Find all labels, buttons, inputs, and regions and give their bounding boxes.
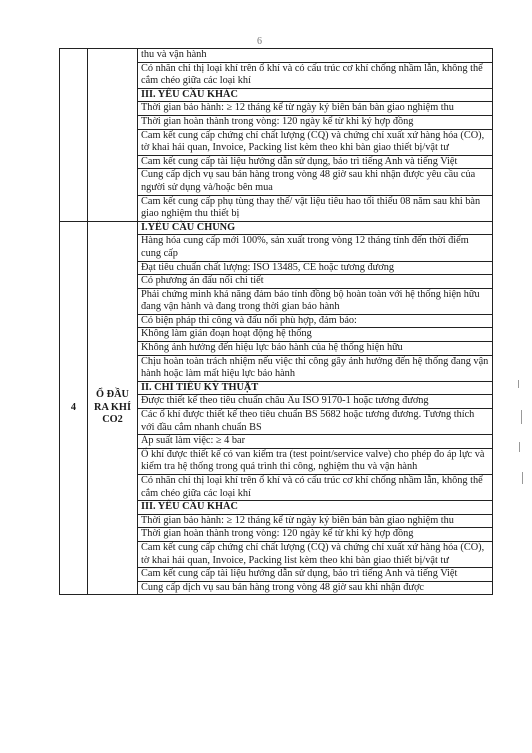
requirement-cell: Thời gian hoàn thành trong vòng: 120 ngày kể từ khi ký hợp đồng: [138, 115, 493, 129]
requirement-cell: Có biện pháp thi công và đấu nối phù hợp, đảm bảo:: [138, 314, 493, 328]
requirement-cell: Thời gian bảo hành: ≥ 12 tháng kể từ ngày ký biên bản bàn giao nghiệm thu: [138, 102, 493, 116]
requirement-cell: Có phương án đấu nối chi tiết: [138, 275, 493, 289]
section-heading: II. CHỈ TIÊU KỸ THUẬT: [138, 381, 493, 395]
requirement-cell: Cam kết cung cấp chứng chỉ chất lượng (CQ) và chứng chỉ xuất xứ hàng hóa (CO), tờ khai hải quan, Invoice, Packing list kèm theo khi bàn giao thiết bị/vật tư: [138, 129, 493, 155]
requirement-cell: Ổ khí được thiết kế có van kiểm tra (test point/service valve) cho phép đo áp lực và kiểm tra hệ thống trong quá trình thi công, nghiệm thu và vận hành: [138, 448, 493, 474]
requirement-cell: Phải chứng minh khả năng đảm bảo tính đồng bộ hoàn toàn với hệ thống hiện hữu đang vận hành và đang trong thời gian bảo hành: [138, 288, 493, 314]
requirement-cell: Có nhãn chỉ thị loại khí trên ổ khí và có cấu trúc cơ khí chống nhầm lẫn, không thể cắm chéo giữa các loại khí: [138, 62, 493, 88]
section-heading: III. YÊU CẦU KHÁC: [138, 88, 493, 102]
requirement-cell: Hàng hóa cung cấp mới 100%, sản xuất trong vòng 12 tháng tính đến thời điểm cung cấp: [138, 235, 493, 261]
requirement-cell: Đạt tiêu chuẩn chất lượng: ISO 13485, CE hoặc tương đương: [138, 261, 493, 275]
requirement-cell: Được thiết kế theo tiêu chuẩn châu Âu ISO 9170-1 hoặc tương đương: [138, 395, 493, 409]
requirement-cell: Thời gian bảo hành: ≥ 12 tháng kể từ ngày ký biên bản bàn giao nghiệm thu: [138, 514, 493, 528]
requirement-cell: thu và vận hành: [138, 49, 493, 63]
requirement-cell: Cung cấp dịch vụ sau bán hàng trong vòng 48 giờ sau khi nhận được yêu cầu của người sử dụng và/hoặc bên mua: [138, 169, 493, 195]
requirement-cell: Cung cấp dịch vụ sau bán hàng trong vòng 48 giờ sau khi nhận được: [138, 581, 493, 595]
item-name-cell: [88, 49, 138, 222]
requirement-cell: Các ổ khí được thiết kế theo tiêu chuẩn BS 5682 hoặc tương đương. Tương thích với đầu cắm nhanh chuẩn BS: [138, 409, 493, 435]
requirement-cell: Áp suất làm việc: ≥ 4 bar: [138, 435, 493, 449]
stt-cell: 4: [60, 221, 88, 595]
requirement-cell: Cam kết cung cấp tài liệu hướng dẫn sử dụng, bảo trì tiếng Anh và tiếng Việt: [138, 155, 493, 169]
section-heading: III. YÊU CẦU KHÁC: [138, 501, 493, 515]
scan-margin-marks: [516, 380, 526, 490]
stt-cell: [60, 49, 88, 222]
requirements-table: [59, 48, 493, 595]
section-heading: I.YÊU CẦU CHUNG: [138, 221, 493, 235]
requirement-cell: Thời gian hoàn thành trong vòng: 120 ngày kể từ khi ký hợp đồng: [138, 528, 493, 542]
requirement-cell: Cam kết cung cấp phụ tùng thay thế/ vật liệu tiêu hao tối thiểu 08 năm sau khi bàn giao nghiệm thu thiết bị: [138, 195, 493, 221]
requirement-cell: Cam kết cung cấp chứng chỉ chất lượng (CQ) và chứng chỉ xuất xứ hàng hóa (CO), tờ khai hải quan, Invoice, Packing list kèm theo khi bàn giao thiết bị/vật tư: [138, 541, 493, 567]
table-row: [60, 49, 493, 63]
requirement-cell: Có nhãn chỉ thị loại khí trên ổ khí và có cấu trúc cơ khí chống nhầm lẫn, không thể cắm chéo giữa các loại khí: [138, 475, 493, 501]
requirement-cell: Không ảnh hưởng đến hiệu lực bảo hành của hệ thống hiện hữu: [138, 342, 493, 356]
requirement-cell: Không làm gián đoạn hoạt động hệ thống: [138, 328, 493, 342]
item-name-cell: Ổ ĐẦU RA KHÍ CO2: [88, 221, 138, 595]
requirement-cell: Chịu hoàn toàn trách nhiệm nếu việc thi công gây ảnh hưởng đến hệ thống đang vận hành hoặc làm mất hiệu lực bảo hành: [138, 355, 493, 381]
table-row: [60, 221, 493, 235]
requirement-cell: Cam kết cung cấp tài liệu hướng dẫn sử dụng, bảo trì tiếng Anh và tiếng Việt: [138, 568, 493, 582]
page-number-mark: 6: [257, 36, 262, 47]
